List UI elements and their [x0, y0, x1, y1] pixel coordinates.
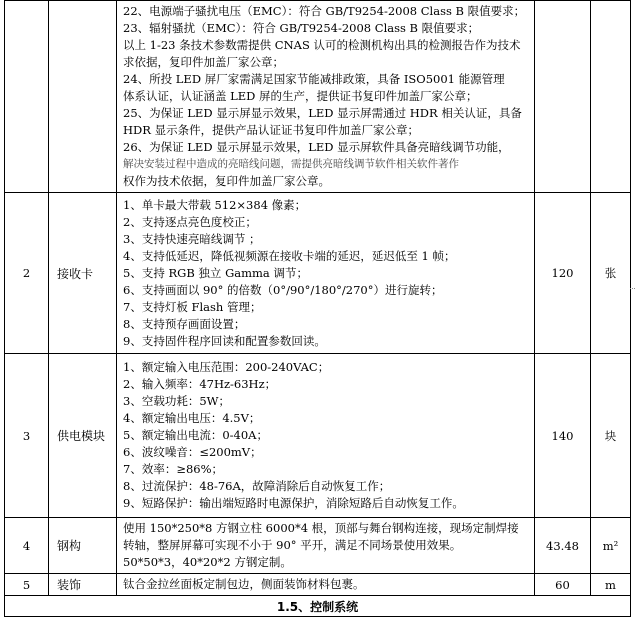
- desc-line: 7、支持灯板 Flash 管理；: [123, 299, 262, 314]
- desc-line: 体系认证，认证涵盖 LED 屏的生产，提供证书复印件加盖厂家公章；: [123, 89, 478, 103]
- row-index: 4: [5, 518, 49, 574]
- row-name: 钢构: [49, 518, 117, 574]
- row-description: [117, 574, 535, 596]
- desc-line: 以上 1-23 条技术参数需提供 CNAS 认可的检测机构出具的检测报告作为技术: [123, 38, 521, 52]
- desc-line: 9、支持固件程序回读和配置参数回读。: [123, 333, 326, 348]
- desc-line: 5、额定输出电流：0-40A；: [123, 428, 268, 442]
- row-index: 3: [5, 354, 49, 518]
- row-name: 接收卡: [49, 193, 117, 354]
- table-row: [5, 1, 631, 193]
- row-quantity: 60: [535, 574, 591, 596]
- desc-line: 求依据，复印件加盖厂家公章；: [123, 55, 284, 69]
- spec-table: [4, 0, 631, 617]
- section-title: 1.5、控制系统: [5, 596, 631, 617]
- desc-line: 8、支持预存画面设置；: [123, 316, 246, 331]
- row-description: [117, 1, 535, 193]
- desc-line: 6、支持画面以 90° 的倍数（0°/90°/180°/270°）进行旋转；: [123, 282, 443, 297]
- section-header-row: [5, 596, 631, 617]
- row-description: [117, 193, 535, 354]
- desc-line: 8、过流保护：48-76A，故障消除后自动恢复工作；: [123, 479, 391, 493]
- desc-line: 25、为保证 LED 显示屏显示效果，LED 显示屏需通过 HDR 相关认证，具备: [123, 106, 522, 120]
- row-name: 装饰: [49, 574, 117, 596]
- desc-line: 使用 150*250*8 方钢立柱 6000*4 根，顶部与舞台钢构连接，现场定制焊接: [123, 521, 519, 535]
- desc-line: 1、单卡最大带载 512×384 像素；: [123, 197, 307, 212]
- row-quantity: 43.48: [535, 518, 591, 574]
- desc-line: 23、辐射骚扰（EMC）：符合 GB/T9254-2008 Class B 限值要求；: [123, 21, 480, 35]
- row-unit: m: [591, 574, 631, 596]
- table-row: [5, 193, 631, 354]
- desc-line: 4、支持低延迟，降低视频源在接收卡端的延迟，延迟低至 1 帧；: [123, 248, 456, 263]
- row-quantity: [535, 1, 591, 193]
- row-quantity: 140: [535, 354, 591, 518]
- desc-line: HDR 显示条件，提供产品认证证书复印件加盖厂家公章；: [123, 123, 420, 137]
- desc-line: 26、为保证 LED 显示屏显示效果，LED 显示屏软件具备亮暗线调节功能，: [123, 140, 510, 154]
- desc-line: 2、支持逐点亮色度校正；: [123, 214, 257, 229]
- row-index: [5, 1, 49, 193]
- row-unit: 块: [591, 354, 631, 518]
- desc-line: 3、支持快速亮暗线调节 ；: [123, 231, 261, 246]
- table-row: [5, 518, 631, 574]
- row-unit: m²: [591, 518, 631, 574]
- row-name: 供电模块: [49, 354, 117, 518]
- desc-line: 钛合金拉丝面板定制包边，侧面装饰材料包裹。: [123, 577, 365, 591]
- desc-line: 2、输入频率：47Hz-63Hz；: [123, 377, 277, 391]
- desc-line: 4、额定输出电压：4.5V；: [123, 411, 261, 425]
- desc-line: 5、支持 RGB 独立 Gamma 调节；: [123, 265, 308, 280]
- desc-line: 9、短路保护：输出端短路时电源保护，消除短路后自动恢复工作。: [123, 496, 464, 510]
- desc-line: 22、电源端子骚扰电压（EMC）：符合 GB/T9254-2008 Class B 限值要求；: [123, 4, 526, 18]
- desc-line: 转轴，整屏屏幕可实现不小于 90° 平开，满足不同场景使用效果。: [123, 538, 462, 552]
- desc-line: 24、所投 LED 屏厂家需满足国家节能减排政策，具备 ISO5001 能源管理: [123, 72, 505, 86]
- desc-line: 50*50*3，40*20*2 方钢定制。: [123, 555, 292, 569]
- desc-line: 6、波纹噪音：≤200mV；: [123, 445, 262, 459]
- row-index: 2: [5, 193, 49, 354]
- row-description: [117, 354, 535, 518]
- desc-line: 1、额定输入电压范围：200-240VAC；: [123, 360, 330, 374]
- desc-line: 解决安装过程中造成的亮暗线问题，需提供亮暗线调节软件相关软件著作: [123, 158, 459, 170]
- table-row: [5, 574, 631, 596]
- anchor-mark: [630, 288, 635, 291]
- row-name: [49, 1, 117, 193]
- table-row: [5, 354, 631, 518]
- desc-line: 3、空载功耗：5W；: [123, 394, 230, 408]
- desc-line: 权作为技术依据，复印件加盖厂家公章。: [123, 174, 330, 188]
- row-index: 5: [5, 574, 49, 596]
- row-unit: 张: [591, 193, 631, 354]
- row-quantity: 120: [535, 193, 591, 354]
- row-unit: [591, 1, 631, 193]
- row-description: [117, 518, 535, 574]
- desc-line: 7、效率：≥86%；: [123, 462, 224, 476]
